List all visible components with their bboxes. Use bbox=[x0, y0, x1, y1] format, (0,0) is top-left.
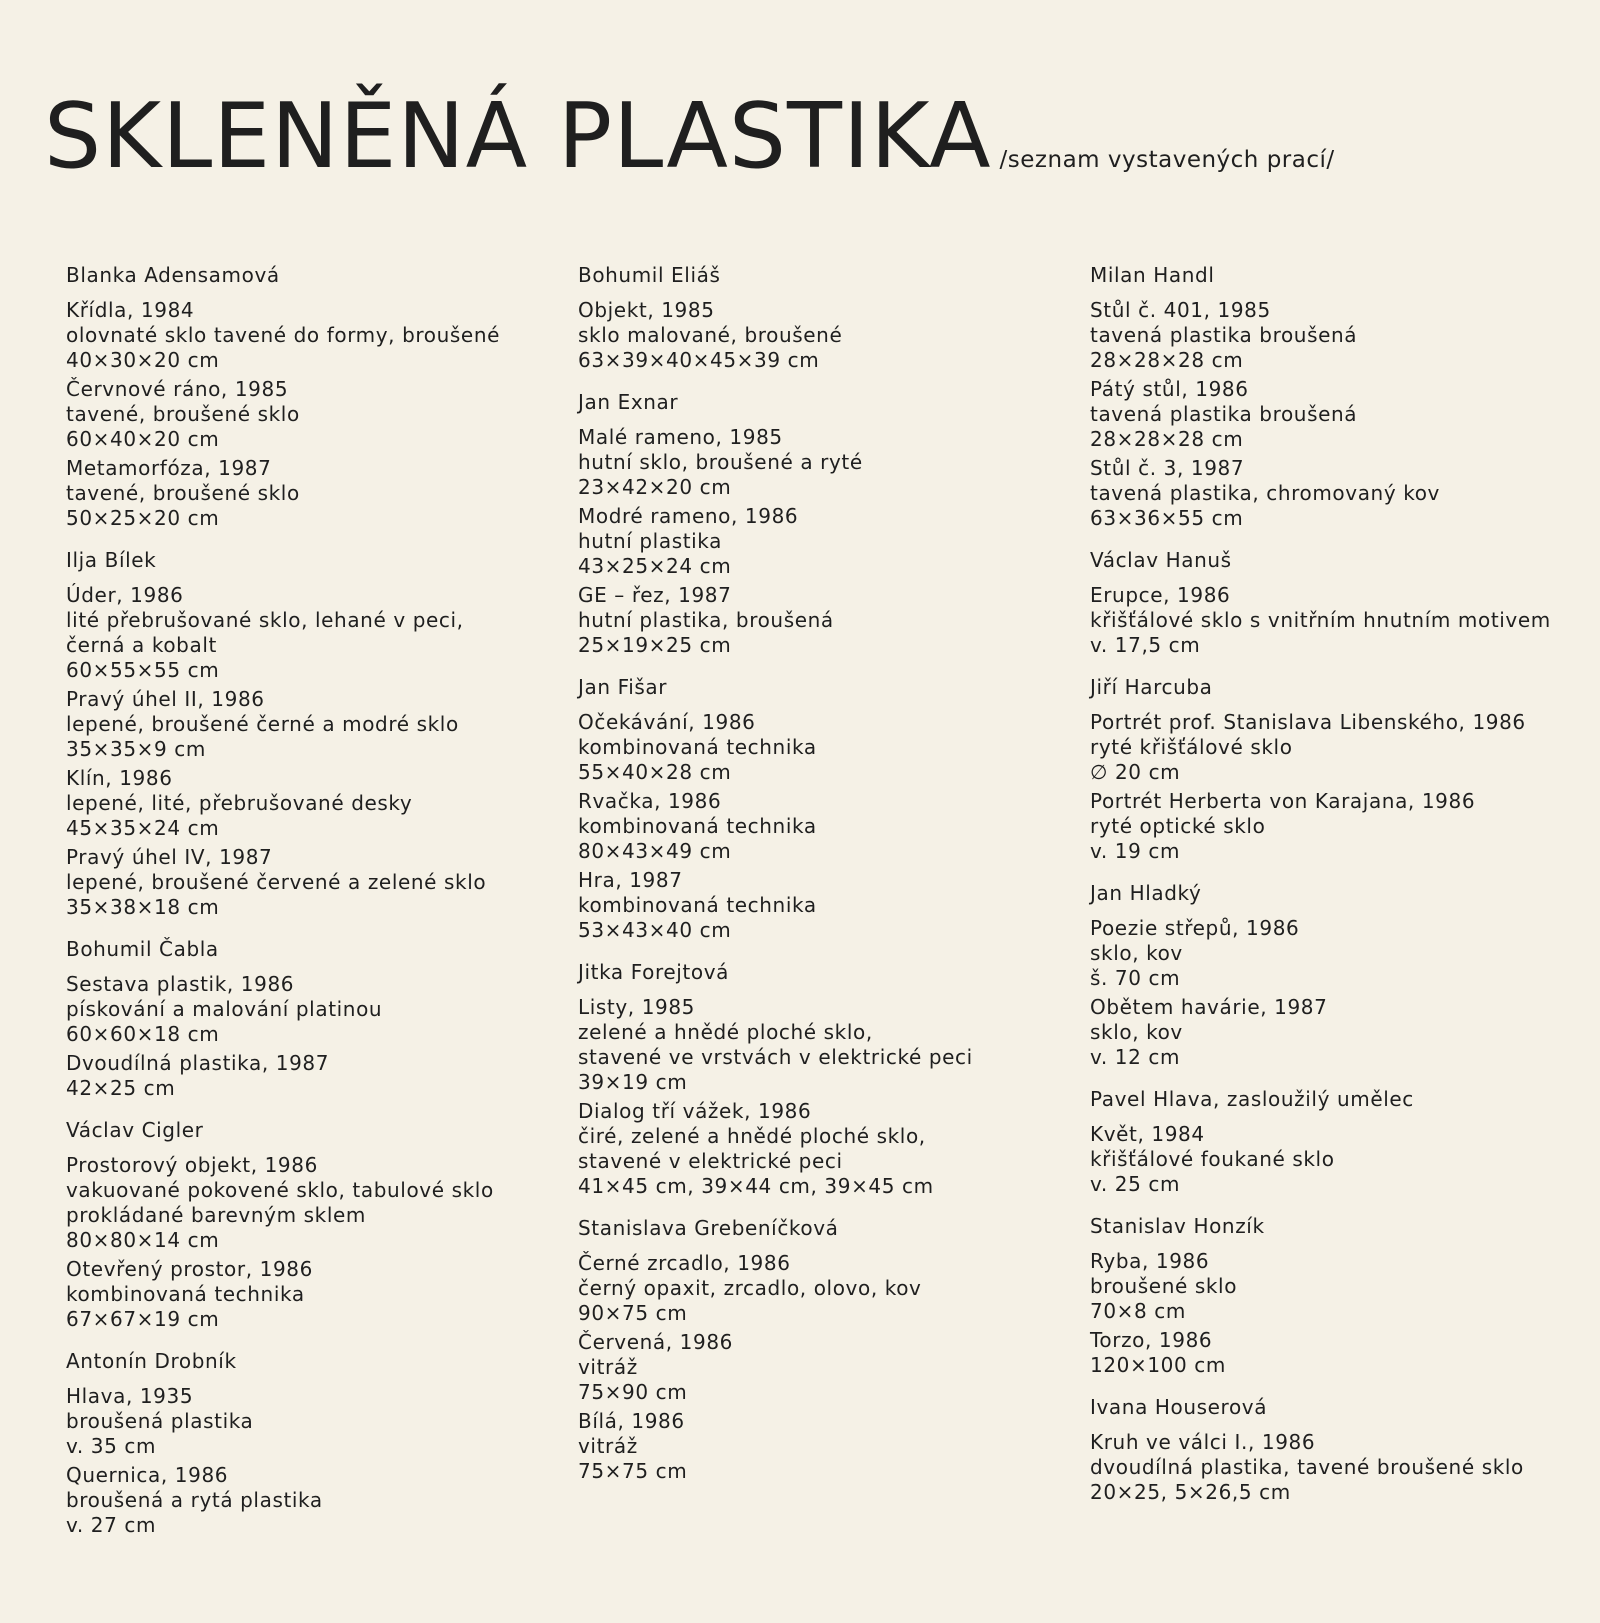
work-item bbox=[66, 1384, 556, 1459]
artist-name: Václav Hanuš bbox=[1090, 548, 1232, 572]
work-size: 75×75 cm bbox=[578, 1459, 688, 1483]
work-size: v. 25 cm bbox=[1090, 1172, 1181, 1196]
work-item bbox=[578, 504, 1068, 579]
work-size: 40×30×20 cm bbox=[66, 348, 220, 372]
work-item bbox=[578, 425, 1068, 500]
work-technique: hutní plastika, broušená bbox=[578, 608, 834, 632]
work-title: Černé zrcadlo, 1986 bbox=[578, 1251, 791, 1275]
artist-name: Jan Exnar bbox=[578, 390, 679, 414]
work-title: Klín, 1986 bbox=[66, 766, 173, 790]
work-item bbox=[66, 687, 556, 762]
work-size: v. 35 cm bbox=[66, 1434, 157, 1458]
work-size: 63×36×55 cm bbox=[1090, 506, 1244, 530]
work-size: 60×55×55 cm bbox=[66, 658, 220, 682]
artist-name: Bohumil Eliáš bbox=[578, 263, 721, 287]
work-item bbox=[66, 377, 556, 452]
work-item bbox=[1090, 456, 1580, 531]
artist-name: Stanislav Honzík bbox=[1090, 1214, 1265, 1238]
page-subtitle: /seznam vystavených prací/ bbox=[999, 147, 1335, 173]
work-title: Rvačka, 1986 bbox=[578, 789, 722, 813]
work-technique: tavené, broušené sklo bbox=[66, 481, 300, 505]
column-1 bbox=[66, 262, 556, 1554]
work-item bbox=[1090, 995, 1580, 1070]
work-technique: tavená plastika broušená bbox=[1090, 402, 1358, 426]
work-size: v. 19 cm bbox=[1090, 839, 1181, 863]
work-title: Stůl č. 401, 1985 bbox=[1090, 298, 1271, 322]
work-technique: vitráž bbox=[578, 1355, 638, 1379]
artist-entry bbox=[1090, 1213, 1580, 1378]
work-title: Otevřený prostor, 1986 bbox=[66, 1257, 313, 1281]
work-item bbox=[66, 1051, 556, 1101]
artist-name: Ivana Houserová bbox=[1090, 1395, 1268, 1419]
work-title: Erupce, 1986 bbox=[1090, 583, 1231, 607]
work-title: Stůl č. 3, 1987 bbox=[1090, 456, 1245, 480]
work-title: Sestava plastik, 1986 bbox=[66, 972, 295, 996]
work-title: Malé rameno, 1985 bbox=[578, 425, 783, 449]
work-size: š. 70 cm bbox=[1090, 966, 1181, 990]
work-technique: broušené sklo bbox=[1090, 1274, 1238, 1298]
work-item bbox=[66, 298, 556, 373]
work-item bbox=[578, 710, 1068, 785]
work-title: GE – řez, 1987 bbox=[578, 583, 732, 607]
artist-entry bbox=[578, 1215, 1068, 1484]
work-technique-continued: prokládané barevným sklem bbox=[66, 1203, 366, 1227]
work-item bbox=[578, 1251, 1068, 1326]
artist-name: Jiří Harcuba bbox=[1090, 675, 1213, 699]
work-size: 70×8 cm bbox=[1090, 1299, 1186, 1323]
work-size: 80×80×14 cm bbox=[66, 1228, 220, 1252]
work-size: 28×28×28 cm bbox=[1090, 427, 1244, 451]
work-item bbox=[1090, 298, 1580, 373]
artist-name: Ilja Bílek bbox=[66, 548, 157, 572]
work-size: 41×45 cm, 39×44 cm, 39×45 cm bbox=[578, 1174, 934, 1198]
artist-name: Milan Handl bbox=[1090, 263, 1215, 287]
work-technique: lepené, broušené červené a zelené sklo bbox=[66, 870, 487, 894]
work-item bbox=[578, 1099, 1068, 1199]
work-title: Quernica, 1986 bbox=[66, 1463, 229, 1487]
work-item bbox=[66, 972, 556, 1047]
work-item bbox=[66, 1257, 556, 1332]
work-size: 35×38×18 cm bbox=[66, 895, 220, 919]
work-item bbox=[578, 1330, 1068, 1405]
work-title: Hlava, 1935 bbox=[66, 1384, 194, 1408]
work-size: 60×40×20 cm bbox=[66, 427, 220, 451]
work-technique: broušená a rytá plastika bbox=[66, 1488, 323, 1512]
work-title: Metamorfóza, 1987 bbox=[66, 456, 272, 480]
work-size: v. 12 cm bbox=[1090, 1045, 1181, 1069]
work-item bbox=[578, 789, 1068, 864]
work-technique: tavená plastika, chromovaný kov bbox=[1090, 481, 1440, 505]
work-technique: ryté křišťálové sklo bbox=[1090, 735, 1293, 759]
work-technique: hutní sklo, broušené a ryté bbox=[578, 450, 863, 474]
work-size: 80×43×49 cm bbox=[578, 839, 732, 863]
work-technique: lité přebrušované sklo, lehané v peci, bbox=[66, 608, 464, 632]
work-item bbox=[1090, 789, 1580, 864]
work-technique: vitráž bbox=[578, 1434, 638, 1458]
work-size: 45×35×24 cm bbox=[66, 816, 220, 840]
work-item bbox=[66, 1153, 556, 1253]
artist-entry bbox=[1090, 547, 1580, 658]
work-size: 50×25×20 cm bbox=[66, 506, 220, 530]
work-item bbox=[1090, 710, 1580, 785]
work-size: 67×67×19 cm bbox=[66, 1307, 220, 1331]
work-title: Pravý úhel II, 1986 bbox=[66, 687, 265, 711]
work-size: 39×19 cm bbox=[578, 1070, 688, 1094]
work-technique: sklo malované, broušené bbox=[578, 323, 843, 347]
artist-entry bbox=[578, 674, 1068, 943]
artist-name: Jitka Forejtová bbox=[578, 960, 729, 984]
work-technique: hutní plastika bbox=[578, 529, 722, 553]
artist-entry bbox=[1090, 262, 1580, 531]
work-size: 90×75 cm bbox=[578, 1301, 688, 1325]
work-title: Dvoudílná plastika, 1987 bbox=[66, 1051, 330, 1075]
work-technique: sklo, kov bbox=[1090, 941, 1183, 965]
work-title: Portrét Herberta von Karajana, 1986 bbox=[1090, 789, 1476, 813]
column-2 bbox=[578, 262, 1068, 1500]
work-technique: kombinovaná technika bbox=[66, 1282, 305, 1306]
work-size: 55×40×28 cm bbox=[578, 760, 732, 784]
artist-entry bbox=[66, 1117, 556, 1332]
artist-entry bbox=[1090, 1394, 1580, 1505]
work-size: 42×25 cm bbox=[66, 1076, 176, 1100]
work-title: Kruh ve válci I., 1986 bbox=[1090, 1430, 1316, 1454]
work-title: Listy, 1985 bbox=[578, 995, 696, 1019]
work-title: Poezie střepů, 1986 bbox=[1090, 916, 1300, 940]
work-size: 20×25, 5×26,5 cm bbox=[1090, 1480, 1291, 1504]
work-item bbox=[578, 583, 1068, 658]
artist-entry bbox=[578, 262, 1068, 373]
work-size: 63×39×40×45×39 cm bbox=[578, 348, 820, 372]
work-title: Hra, 1987 bbox=[578, 868, 683, 892]
artist-name: Jan Hladký bbox=[1090, 881, 1202, 905]
work-size: ∅ 20 cm bbox=[1090, 760, 1181, 784]
work-size: 23×42×20 cm bbox=[578, 475, 732, 499]
work-title: Prostorový objekt, 1986 bbox=[66, 1153, 318, 1177]
work-size: 75×90 cm bbox=[578, 1380, 688, 1404]
work-technique: dvoudílná plastika, tavené broušené sklo bbox=[1090, 1455, 1524, 1479]
work-technique: zelené a hnědé ploché sklo, bbox=[578, 1020, 873, 1044]
work-technique: černý opaxit, zrcadlo, olovo, kov bbox=[578, 1276, 922, 1300]
work-technique: olovnaté sklo tavené do formy, broušené bbox=[66, 323, 500, 347]
work-title: Úder, 1986 bbox=[66, 583, 184, 607]
work-item bbox=[66, 456, 556, 531]
artist-entry bbox=[66, 936, 556, 1101]
work-title: Torzo, 1986 bbox=[1090, 1328, 1213, 1352]
artist-entry bbox=[66, 1348, 556, 1538]
work-technique-continued: stavené v elektrické peci bbox=[578, 1149, 843, 1173]
work-technique: kombinovaná technika bbox=[578, 814, 817, 838]
artist-entry bbox=[1090, 674, 1580, 864]
work-technique: kombinovaná technika bbox=[578, 893, 817, 917]
work-technique: vakuované pokovené sklo, tabulové sklo bbox=[66, 1178, 494, 1202]
work-title: Bílá, 1986 bbox=[578, 1409, 685, 1433]
work-title: Červená, 1986 bbox=[578, 1330, 733, 1354]
column-3 bbox=[1090, 262, 1580, 1521]
work-title: Křídla, 1984 bbox=[66, 298, 195, 322]
artist-name: Stanislava Grebeníčková bbox=[578, 1216, 839, 1240]
work-size: 35×35×9 cm bbox=[66, 737, 206, 761]
work-item bbox=[66, 583, 556, 683]
work-technique: lepené, lité, přebrušované desky bbox=[66, 791, 413, 815]
work-title: Objekt, 1985 bbox=[578, 298, 715, 322]
work-item bbox=[1090, 583, 1580, 658]
work-item bbox=[1090, 1122, 1580, 1197]
work-item bbox=[578, 298, 1068, 373]
work-item bbox=[66, 766, 556, 841]
work-technique: křišťálové sklo s vnitřním hnutním motivem bbox=[1090, 608, 1551, 632]
artist-entry bbox=[1090, 1086, 1580, 1197]
work-item bbox=[66, 845, 556, 920]
work-technique: broušená plastika bbox=[66, 1409, 254, 1433]
work-item bbox=[1090, 1328, 1580, 1378]
work-technique: pískování a malování platinou bbox=[66, 997, 383, 1021]
work-size: 120×100 cm bbox=[1090, 1353, 1226, 1377]
work-item bbox=[66, 1463, 556, 1538]
artist-name: Pavel Hlava, zasloužilý umělec bbox=[1090, 1087, 1414, 1111]
work-title: Obětem havárie, 1987 bbox=[1090, 995, 1328, 1019]
work-item bbox=[1090, 916, 1580, 991]
work-technique: sklo, kov bbox=[1090, 1020, 1183, 1044]
work-title: Portrét prof. Stanislava Libenského, 1986 bbox=[1090, 710, 1526, 734]
work-title: Ryba, 1986 bbox=[1090, 1249, 1210, 1273]
artist-name: Blanka Adensamová bbox=[66, 263, 280, 287]
work-technique-continued: stavené ve vrstvách v elektrické peci bbox=[578, 1045, 973, 1069]
artist-name: Jan Fišar bbox=[578, 675, 668, 699]
work-technique: čiré, zelené a hnědé ploché sklo, bbox=[578, 1124, 926, 1148]
work-size: v. 27 cm bbox=[66, 1513, 157, 1537]
work-title: Modré rameno, 1986 bbox=[578, 504, 799, 528]
work-technique: tavená plastika broušená bbox=[1090, 323, 1358, 347]
work-title: Červnové ráno, 1985 bbox=[66, 377, 289, 401]
artist-name: Václav Cigler bbox=[66, 1118, 204, 1142]
header bbox=[44, 84, 1335, 189]
page-title: SKLENĚNÁ PLASTIKA bbox=[44, 84, 992, 189]
work-size: 25×19×25 cm bbox=[578, 633, 732, 657]
artist-entry bbox=[66, 262, 556, 531]
work-size: 60×60×18 cm bbox=[66, 1022, 220, 1046]
work-item bbox=[578, 995, 1068, 1095]
work-technique: lepené, broušené černé a modré sklo bbox=[66, 712, 459, 736]
work-title: Očekávání, 1986 bbox=[578, 710, 756, 734]
artist-entry bbox=[66, 547, 556, 920]
work-size: v. 17,5 cm bbox=[1090, 633, 1201, 657]
work-item bbox=[1090, 377, 1580, 452]
artist-name: Bohumil Čabla bbox=[66, 937, 219, 961]
work-item bbox=[1090, 1430, 1580, 1505]
work-item bbox=[1090, 1249, 1580, 1324]
work-title: Pátý stůl, 1986 bbox=[1090, 377, 1249, 401]
work-size: 43×25×24 cm bbox=[578, 554, 732, 578]
artist-entry bbox=[1090, 880, 1580, 1070]
work-technique: tavené, broušené sklo bbox=[66, 402, 300, 426]
work-size: 28×28×28 cm bbox=[1090, 348, 1244, 372]
work-title: Dialog tří vážek, 1986 bbox=[578, 1099, 812, 1123]
work-technique: křišťálové foukané sklo bbox=[1090, 1147, 1335, 1171]
work-title: Pravý úhel IV, 1987 bbox=[66, 845, 273, 869]
work-technique: kombinovaná technika bbox=[578, 735, 817, 759]
artist-entry bbox=[578, 389, 1068, 658]
work-technique-continued: černá a kobalt bbox=[66, 633, 217, 657]
work-item bbox=[578, 868, 1068, 943]
work-item bbox=[578, 1409, 1068, 1484]
artist-name: Antonín Drobník bbox=[66, 1349, 237, 1373]
work-size: 53×43×40 cm bbox=[578, 918, 732, 942]
artist-entry bbox=[578, 959, 1068, 1199]
work-title: Květ, 1984 bbox=[1090, 1122, 1205, 1146]
work-technique: ryté optické sklo bbox=[1090, 814, 1266, 838]
